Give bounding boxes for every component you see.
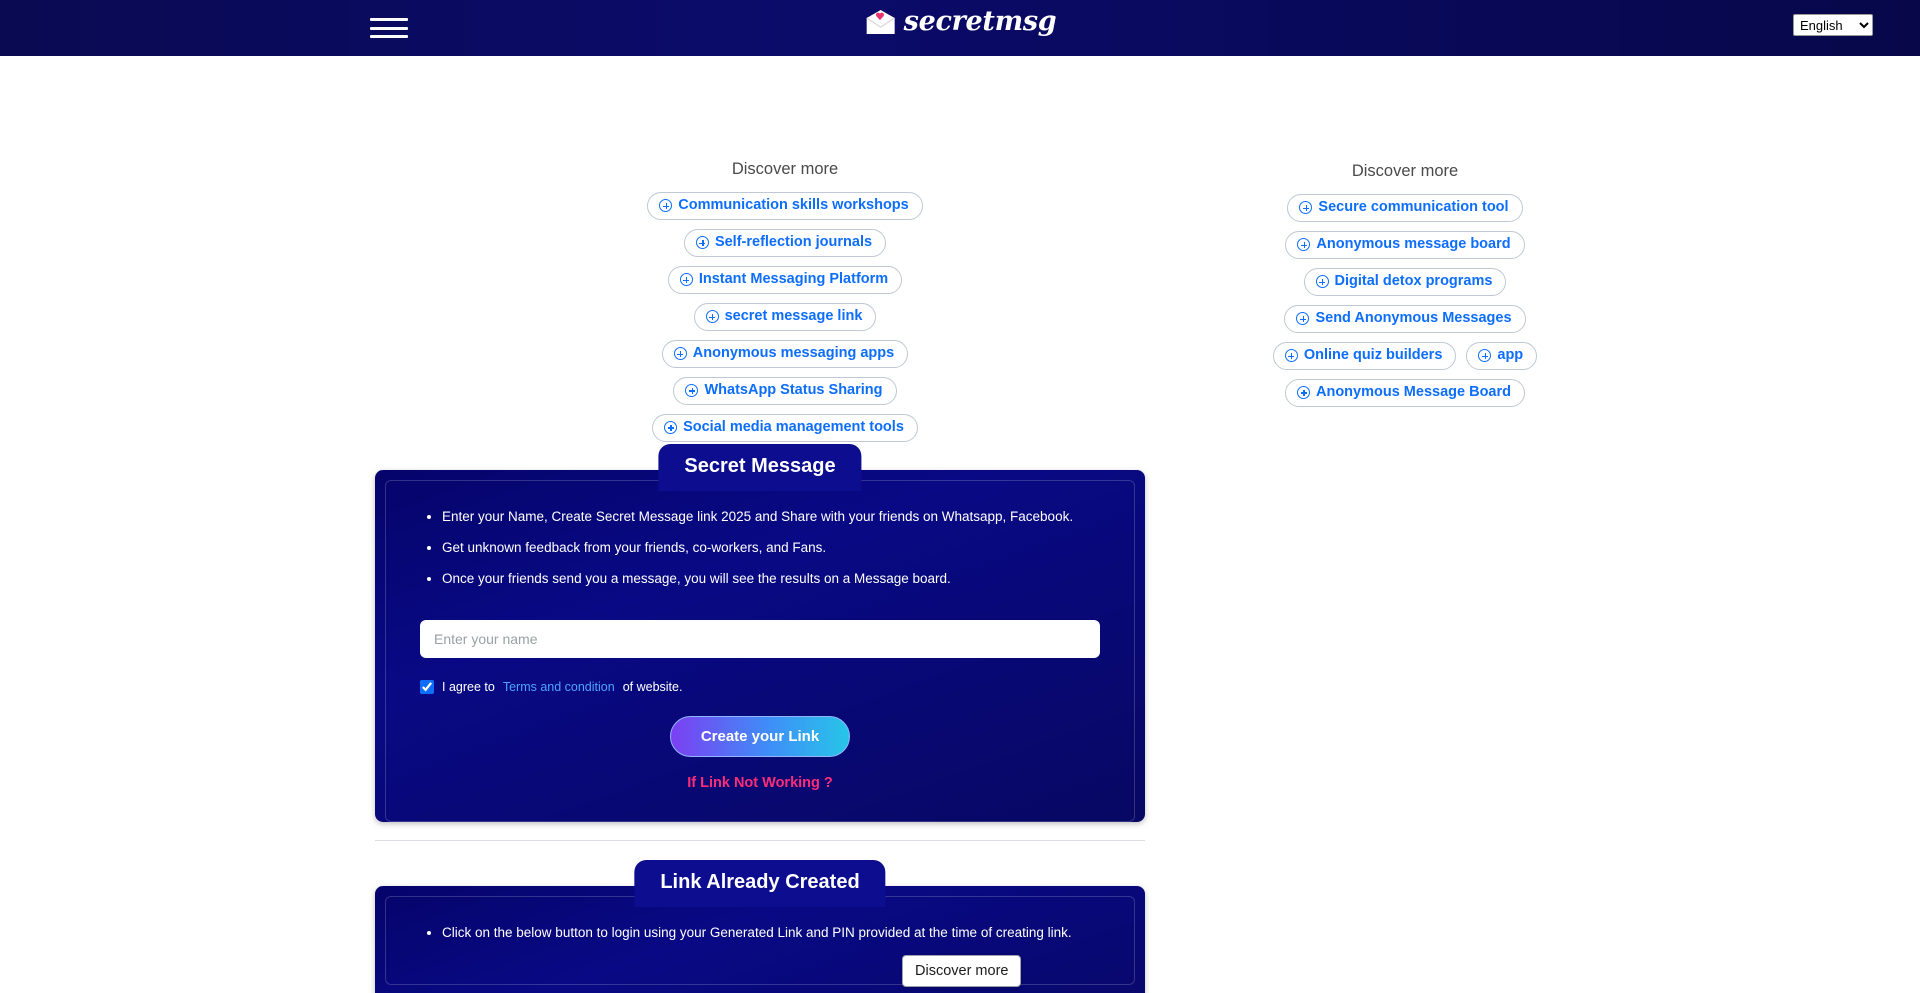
- plus-icon: [1297, 386, 1310, 399]
- plus-icon: [1285, 349, 1298, 362]
- link-already-created-badge: Link Already Created: [634, 860, 885, 907]
- hamburger-icon[interactable]: [370, 14, 408, 42]
- discover-left-chips: [620, 192, 950, 442]
- chip-anonymous-message-board-2[interactable]: [1285, 379, 1525, 407]
- floating-discover-more-button[interactable]: Discover more: [902, 955, 1021, 987]
- chip-send-anonymous-messages[interactable]: [1284, 305, 1525, 333]
- chip-label: Secure communication tool: [1318, 199, 1509, 215]
- terms-agreement-row: [420, 680, 1100, 694]
- chip-label: Anonymous messaging apps: [692, 344, 895, 361]
- plus-icon: [659, 199, 672, 212]
- discover-more-left: [620, 160, 950, 442]
- secret-message-card: [375, 455, 1145, 822]
- create-link-wrap: [420, 716, 1100, 757]
- terms-and-condition-link[interactable]: Terms and condition: [502, 679, 615, 694]
- link-already-created-body: [385, 896, 1135, 985]
- chip-anonymous-message-board[interactable]: [1285, 231, 1524, 259]
- hamburger-bar: [370, 27, 408, 30]
- plus-icon: [1296, 312, 1309, 325]
- plus-icon: [1316, 275, 1329, 288]
- link-already-created-card: [375, 871, 1145, 993]
- list-item: • Once your friends send you a message, you will see the results on a Message board.: [442, 569, 1100, 590]
- discover-right-title: Discover more: [1351, 162, 1459, 180]
- agree-suffix: of website.: [622, 679, 683, 694]
- list-item: • Get unknown feedback from your friends, co-workers, and Fans.: [442, 538, 1100, 559]
- plus-icon: [1299, 201, 1312, 214]
- link-not-working-link[interactable]: If Link Not Working ?: [687, 774, 833, 791]
- plus-icon: [1297, 238, 1310, 251]
- chip-instant-messaging-platform[interactable]: [668, 266, 902, 294]
- discover-more-right: [1255, 162, 1555, 407]
- brand-logo[interactable]: [864, 6, 1057, 37]
- agree-prefix: I agree to: [442, 679, 495, 694]
- chip-label: WhatsApp Status Sharing: [704, 381, 883, 398]
- chip-label: app: [1497, 346, 1524, 363]
- envelope-heart-icon: [864, 7, 898, 37]
- chip-label: Digital detox programs: [1334, 272, 1493, 289]
- chip-secret-message-link[interactable]: [694, 303, 877, 331]
- link-already-created-bullets: [420, 923, 1100, 944]
- chip-social-media-management-tools[interactable]: [652, 414, 918, 442]
- language-select[interactable]: [1793, 14, 1873, 36]
- chip-digital-detox-programs[interactable]: [1304, 268, 1507, 296]
- chip-app[interactable]: [1466, 342, 1537, 370]
- chip-label: Communication skills workshops: [678, 197, 909, 213]
- chip-label: Anonymous message board: [1316, 235, 1511, 252]
- terms-checkbox[interactable]: [420, 680, 434, 694]
- plus-icon: [706, 310, 719, 323]
- plus-icon: [696, 236, 709, 249]
- plus-icon: [664, 421, 677, 434]
- secret-message-bullets: [420, 507, 1100, 590]
- chip-label: Instant Messaging Platform: [698, 270, 889, 287]
- discover-left-title: Discover more: [731, 160, 839, 178]
- secret-message-badge: Secret Message: [658, 444, 861, 491]
- hamburger-bar: [370, 35, 408, 38]
- chip-label: Social media management tools: [683, 418, 904, 435]
- chip-secure-communication-tool[interactable]: [1287, 194, 1522, 222]
- chip-label: Anonymous Message Board: [1316, 383, 1511, 400]
- top-header: [0, 0, 1920, 56]
- brand-name: secretmsg: [903, 6, 1057, 37]
- chip-whatsapp-status-sharing[interactable]: [673, 377, 896, 405]
- secret-message-card-body: [385, 480, 1135, 822]
- plus-icon: [680, 273, 693, 286]
- hamburger-bar: [370, 18, 408, 21]
- plus-icon: [685, 384, 698, 397]
- list-item: • Click on the below button to login using your Generated Link and PIN provided at the time of creating link.: [442, 923, 1100, 944]
- list-item: • Enter your Name, Create Secret Message link 2025 and Share with your friends on Whatsapp, Facebook.: [442, 507, 1100, 528]
- chip-online-quiz-builders[interactable]: [1273, 342, 1457, 370]
- create-your-link-button[interactable]: Create your Link: [670, 716, 850, 757]
- name-input[interactable]: [420, 620, 1100, 658]
- plus-icon: [674, 347, 687, 360]
- chip-anonymous-messaging-apps[interactable]: [662, 340, 908, 368]
- chip-label: Send Anonymous Messages: [1315, 309, 1512, 326]
- chip-communication-skills-workshops[interactable]: [647, 192, 922, 220]
- section-divider: [375, 840, 1145, 841]
- chip-label: Online quiz builders: [1303, 346, 1443, 363]
- discover-right-chips: [1255, 194, 1555, 407]
- chip-label: secret message link: [724, 307, 863, 324]
- chip-self-reflection-journals[interactable]: [684, 229, 886, 257]
- chip-label: Self-reflection journals: [714, 233, 873, 250]
- plus-icon: [1478, 349, 1491, 362]
